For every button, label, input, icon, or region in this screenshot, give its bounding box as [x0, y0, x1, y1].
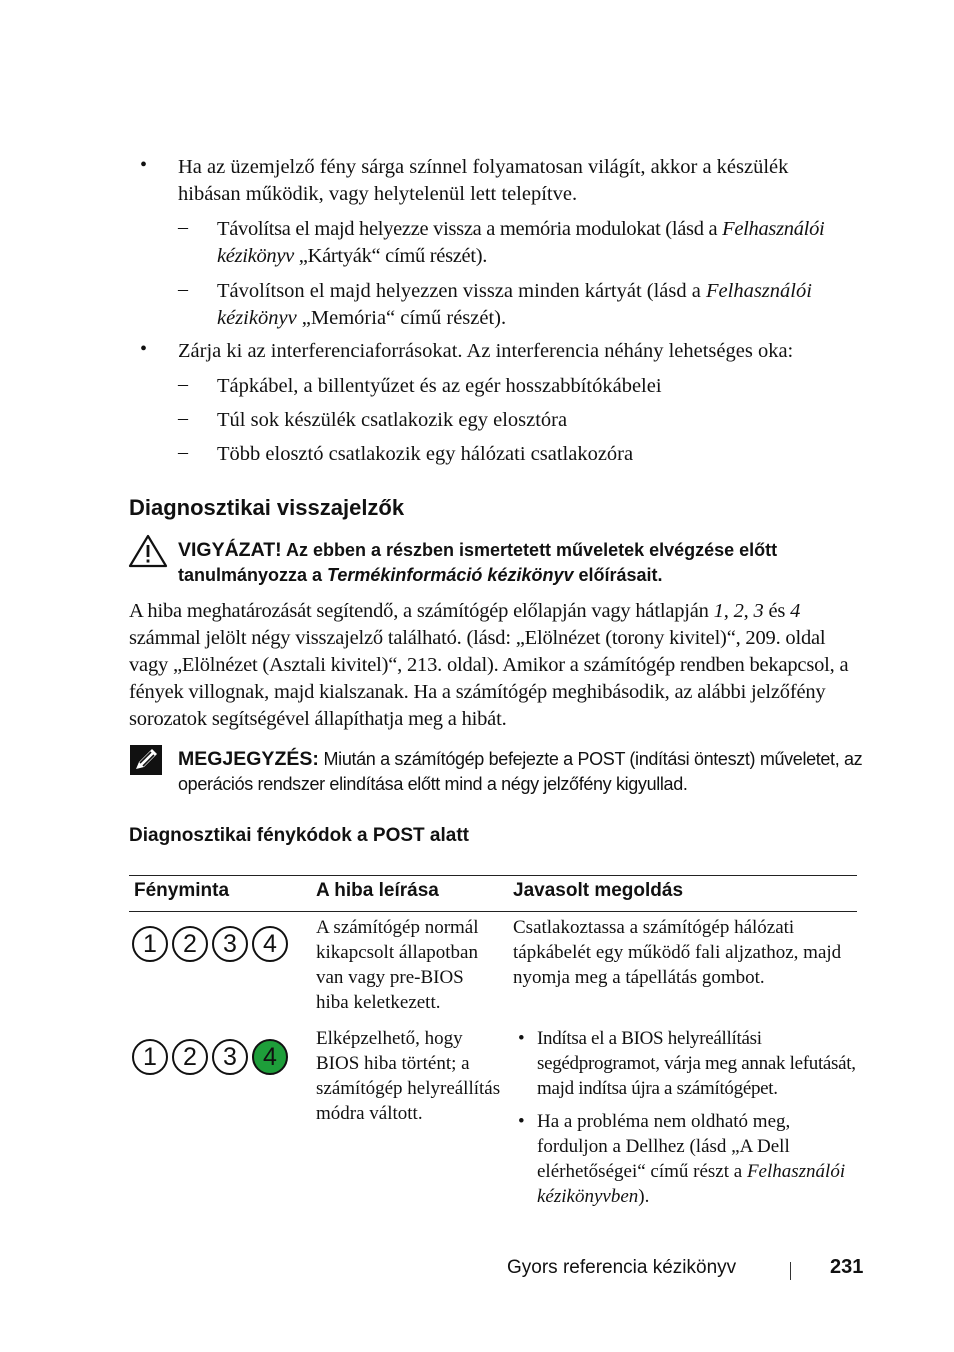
caution-text-part: Az ebben a részben ismertetett műveletek elvégzése előtt tanulmányozza a [178, 540, 778, 585]
bullet-text: Zárja ki az interferenciaforrásokat. Az interferencia néhány lehetséges oka: [178, 340, 794, 362]
table-top-rule [129, 875, 857, 876]
body-paragraph [129, 598, 857, 733]
sub-text-part: „Memória“ című részét). [296, 307, 507, 329]
sub-text-part: „Kártyák“ című részét). [293, 245, 488, 267]
sub-bullet-text: Túl sok készülék csatlakozik egy elosztóra [217, 409, 568, 431]
error-description: A számítógép normál kikapcsolt állapotban van vagy pre-BIOS hiba keletkezett. [316, 917, 479, 1013]
header-light-pattern: Fényminta [134, 880, 230, 901]
caution-icon [128, 534, 168, 568]
error-description: Elképzelhető, hogy BIOS hiba történt; a számítógép helyreállítás módra váltott. [316, 1028, 501, 1124]
note-label: MEGJEGYZÉS: [178, 748, 319, 770]
table-header-rule [129, 911, 857, 912]
diagnostic-light-3: 3 [212, 1039, 248, 1075]
light-pattern [132, 1039, 292, 1075]
note-text: Miután a számítógép befejezte a POST (indítási önteszt) műveletet, az operációs rendszer elindítása előtt mind a négy jelzőfény kigyullad. [178, 749, 863, 794]
solution-item [518, 1026, 863, 1101]
suggested-solution-list [518, 1026, 863, 1217]
manual-reference: Felhasználói kézikönyv [217, 218, 825, 267]
header-error-description: A hiba leírása [316, 880, 439, 901]
section-title: Diagnosztikai visszajelzők [129, 495, 405, 520]
diagnostic-light-4: 4 [252, 926, 288, 962]
solution-text: Indítsa el a BIOS helyreállítási segédprogramot, várja meg annak lefutását, majd indítsa újra a számítógépet. [537, 1028, 856, 1099]
header-suggested-solution: Javasolt megoldás [513, 880, 684, 901]
solution-item [518, 1109, 863, 1209]
footer-divider [790, 1262, 791, 1280]
diagnostic-light-1: 1 [132, 1039, 168, 1075]
paragraph-part: és [763, 600, 791, 622]
bullet-text: Ha az üzemjelző fény sárga színnel folyamatosan világít, akkor a készülék hibásan működik, vagy helytelenül lett telepítve. [178, 156, 789, 205]
sub-text-part: Távolítsa el majd helyezze vissza a memória modulokat (lásd a [217, 218, 723, 240]
bullet-marker: • [140, 154, 148, 176]
suggested-solution: Csatlakoztassa a számítógép hálózati tápkábelét egy működő fali aljzathoz, majd nyomja meg a tápellátás gombot. [513, 917, 842, 988]
light-number: 1 [713, 600, 724, 622]
light-number: 3 [753, 600, 764, 622]
diagnostic-light-1: 1 [132, 926, 168, 962]
manual-reference: Felhasználói kézikönyvben [537, 1161, 846, 1207]
bullet-marker: • [518, 1111, 525, 1132]
manual-reference: Felhasználói kézikönyv [217, 280, 812, 329]
dash-marker: – [178, 441, 188, 463]
dash-marker: – [178, 407, 188, 429]
light-pattern [132, 926, 292, 962]
table-title: Diagnosztikai fénykódok a POST alatt [129, 825, 469, 846]
bullet-marker: • [140, 338, 148, 360]
bullet-marker: • [518, 1028, 525, 1049]
sub-bullet-text: Több elosztó csatlakozik egy hálózati csatlakozóra [217, 443, 634, 465]
note-pencil-icon [130, 745, 162, 775]
sub-bullet-text: Tápkábel, a billentyűzet és az egér hosszabbítókábelei [217, 375, 662, 397]
solution-text: Ha a probléma nem oldható meg, forduljon a Dellhez (lásd „A Dell elérhetőségei“ című részt a [537, 1111, 791, 1182]
paragraph-part: , [743, 600, 754, 622]
caution-notice [178, 538, 858, 588]
dash-marker: – [178, 373, 188, 395]
diagnostic-light-2: 2 [172, 1039, 208, 1075]
paragraph-part: számmal jelölt négy visszajelző található. (lásd: „Elölnézet (torony kivitel)“, 209. oldal vagy „Elölnézet (Asztali kivitel)“, 213. oldal). Amikor a számítógép rendben bekapcsol, a fények villognak, majd kialszanak. Ha a számítógép meghibásodik, az alábbi jelzőfény sorozatok segítségével állapíthatja meg a hibát. [129, 627, 849, 730]
diagnostic-light-3: 3 [212, 926, 248, 962]
sub-bullet-text [217, 216, 857, 270]
note-notice [178, 747, 868, 797]
caution-text-part: előírásait. [573, 565, 663, 585]
diagnostic-light-4: 4 [252, 1039, 288, 1075]
diagnostic-light-2: 2 [172, 926, 208, 962]
paragraph-part: A hiba meghatározását segítendő, a számítógép előlapján vagy hátlapján [129, 600, 714, 622]
page-number: 231 [830, 1256, 864, 1278]
footer-title: Gyors referencia kézikönyv [507, 1257, 737, 1278]
manual-reference: Termékinformáció kézikönyv [327, 565, 574, 585]
sub-bullet-text [217, 278, 857, 332]
caution-label: VIGYÁZAT! [178, 539, 282, 561]
light-number: 4 [790, 600, 801, 622]
dash-marker: – [178, 278, 188, 300]
paragraph-part: , [723, 600, 734, 622]
light-number: 2 [733, 600, 744, 622]
solution-text: ). [638, 1186, 650, 1207]
sub-text-part: Távolítson el majd helyezzen vissza minden kártyát (lásd a [217, 280, 706, 302]
dash-marker: – [178, 216, 188, 238]
